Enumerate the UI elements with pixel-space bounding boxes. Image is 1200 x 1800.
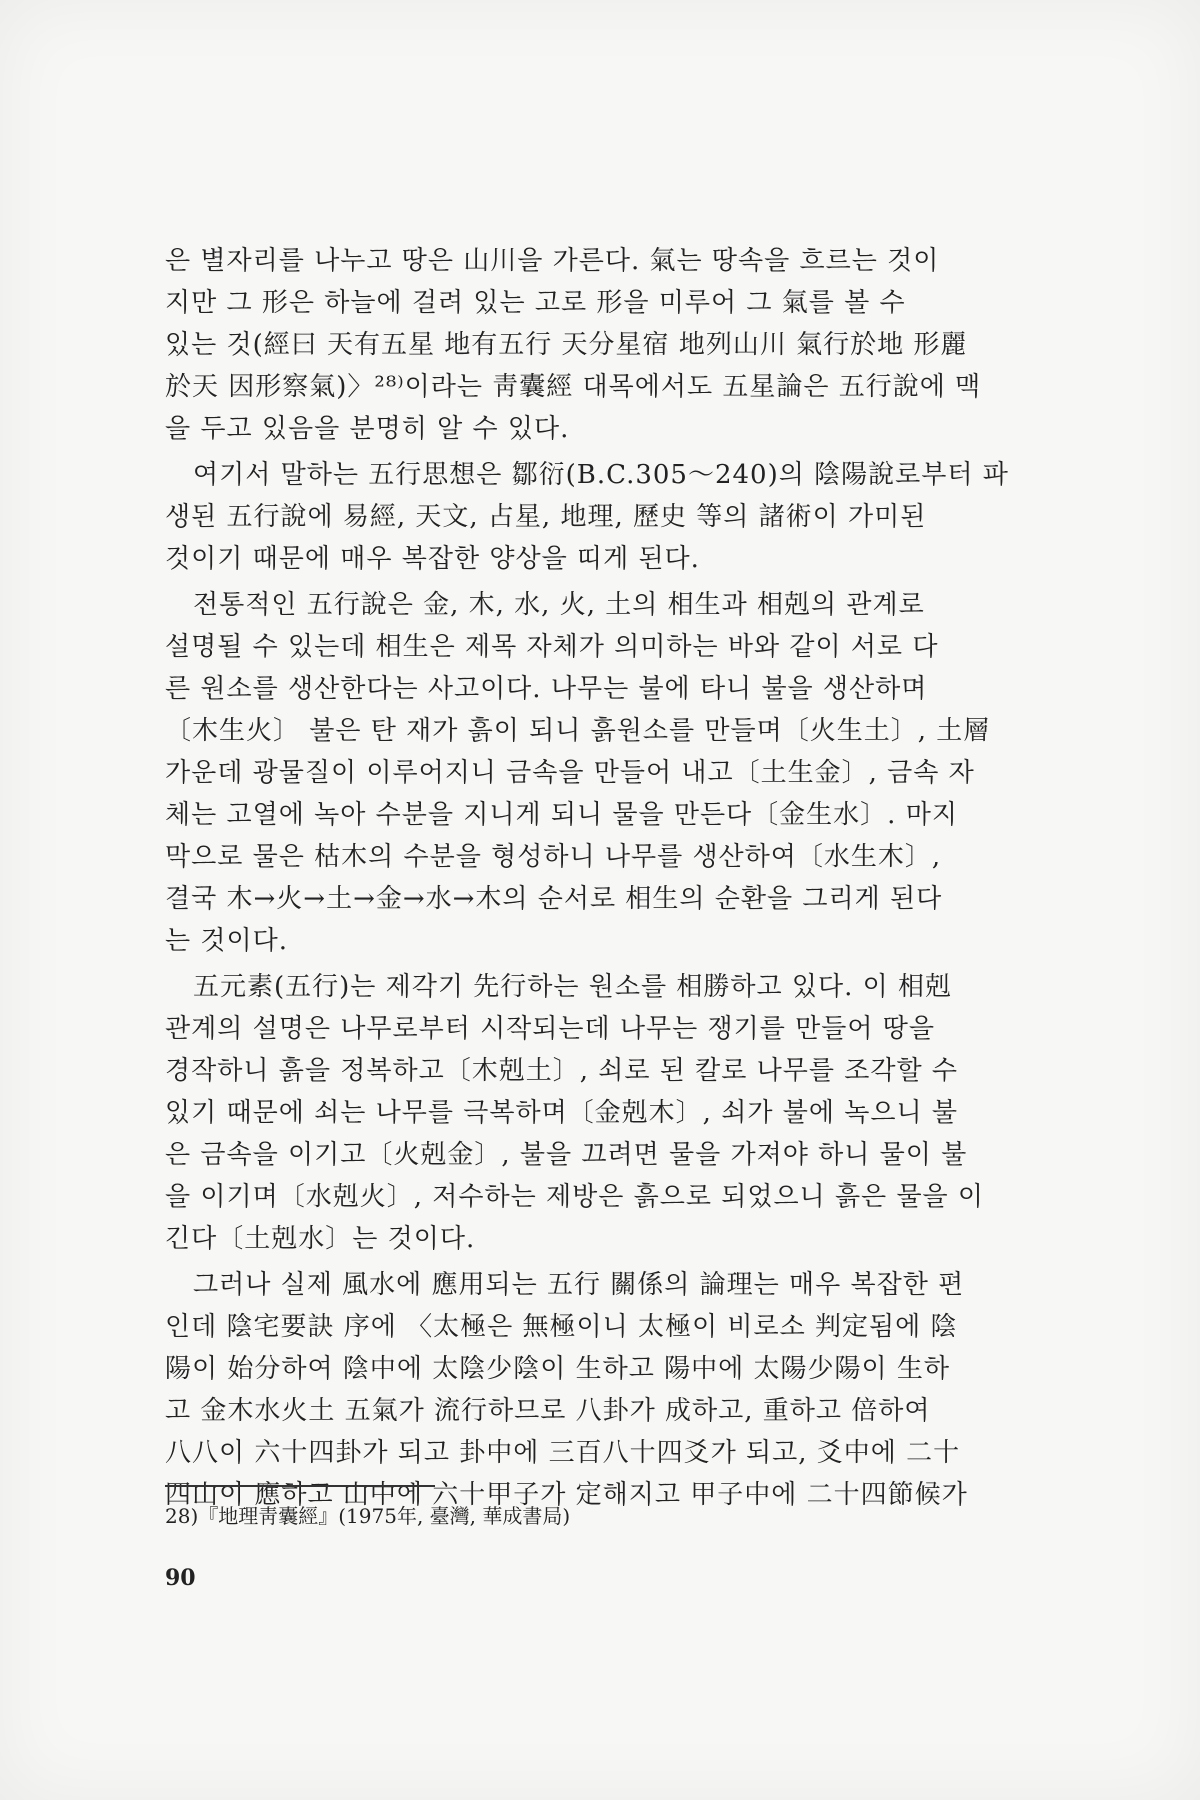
- text-line: 전통적인 五行說은 金, 木, 水, 火, 土의 相生과 相剋의 관계로: [193, 590, 925, 620]
- footnote-divider: [165, 1485, 435, 1487]
- text-line: 은 별자리를 나누고 땅은 山川을 가른다. 氣는 땅속을 흐르는 것이: [165, 246, 940, 276]
- text-line: 관계의 설명은 나무로부터 시작되는데 나무는 쟁기를 만들어 땅을: [165, 1014, 935, 1044]
- text-line: 於天 因形察氣)〉²⁸⁾이라는 靑囊經 대목에서도 五星論은 五行說에 맥: [165, 372, 982, 402]
- text-line: 생된 五行說에 易經, 天文, 占星, 地理, 歷史 等의 諸術이 가미된: [165, 502, 927, 532]
- text-line: 四山이 應하고 山中에 六十甲子가 定해지고 甲子中에 二十四節候가: [165, 1480, 968, 1510]
- text-line: 있기 때문에 쇠는 나무를 극복하며〔金剋木〕, 쇠가 불에 녹으니 불: [165, 1098, 958, 1128]
- footnote: 28)『地理靑囊經』(1975年, 臺灣, 華成書局): [165, 1504, 571, 1528]
- text-line: 긴다〔土剋水〕는 것이다.: [165, 1224, 476, 1254]
- text-line: 결국 木→火→土→金→水→木의 순서로 相生의 순환을 그리게 된다: [165, 884, 943, 914]
- text-line: 경작하니 흙을 정복하고〔木剋土〕, 쇠로 된 칼로 나무를 조각할 수: [165, 1056, 958, 1086]
- text-line: 것이기 때문에 매우 복잡한 양상을 띠게 된다.: [165, 544, 700, 574]
- text-line: 설명될 수 있는데 相生은 제목 자체가 의미하는 바와 같이 서로 다: [165, 632, 939, 662]
- text-line: 八八이 六十四卦가 되고 卦中에 三百八十四爻가 되고, 爻中에 二十: [165, 1438, 961, 1468]
- text-line: 고 金木水火土 五氣가 流行하므로 八卦가 成하고, 重하고 倍하여: [165, 1396, 931, 1426]
- text-line: 지만 그 形은 하늘에 걸려 있는 고로 形을 미루어 그 氣를 볼 수: [165, 288, 906, 318]
- text-line: 을 두고 있음을 분명히 알 수 있다.: [165, 414, 570, 444]
- text-line: 〔木生火〕 불은 탄 재가 흙이 되니 흙원소를 만들며〔火生土〕, 土層: [165, 716, 991, 746]
- text-line: 른 원소를 생산한다는 사고이다. 나무는 불에 타니 불을 생산하며: [165, 674, 928, 704]
- text-line: 을 이기며〔水剋火〕, 저수하는 제방은 흙으로 되었으니 흙은 물을 이: [165, 1182, 985, 1212]
- body-text: [165, 240, 1010, 1516]
- text-line: 은 금속을 이기고〔火剋金〕, 불을 끄려면 물을 가져야 하니 물이 불: [165, 1140, 968, 1170]
- text-line: 체는 고열에 녹아 수분을 지니게 되니 물을 만든다〔金生水〕. 마지: [165, 800, 958, 830]
- text-line: 가운데 광물질이 이루어지니 금속을 만들어 내고〔土生金〕, 금속 자: [165, 758, 975, 788]
- text-line: 는 것이다.: [165, 926, 288, 956]
- text-line: 인데 陰宅要訣 序에 〈太極은 無極이니 太極이 비로소 判定됨에 陰: [165, 1312, 958, 1342]
- text-line: 막으로 물은 枯木의 수분을 형성하니 나무를 생산하여〔水生木〕,: [165, 842, 942, 872]
- text-line: 그러나 실제 風水에 應用되는 五行 關係의 論理는 매우 복잡한 편: [193, 1270, 965, 1300]
- text-line: 陽이 始分하여 陰中에 太陰少陰이 生하고 陽中에 太陽少陽이 生하: [165, 1354, 951, 1384]
- text-line: 여기서 말하는 五行思想은 鄒衍(B.C.305～240)의 陰陽說로부터 파: [193, 460, 1009, 490]
- text-line: 五元素(五行)는 제각기 先行하는 원소를 相勝하고 있다. 이 相剋: [193, 972, 953, 1002]
- text-line: 있는 것(經曰 天有五星 地有五行 天分星宿 地列山川 氣行於地 形麗: [165, 330, 968, 360]
- page-number: 90: [165, 1565, 196, 1591]
